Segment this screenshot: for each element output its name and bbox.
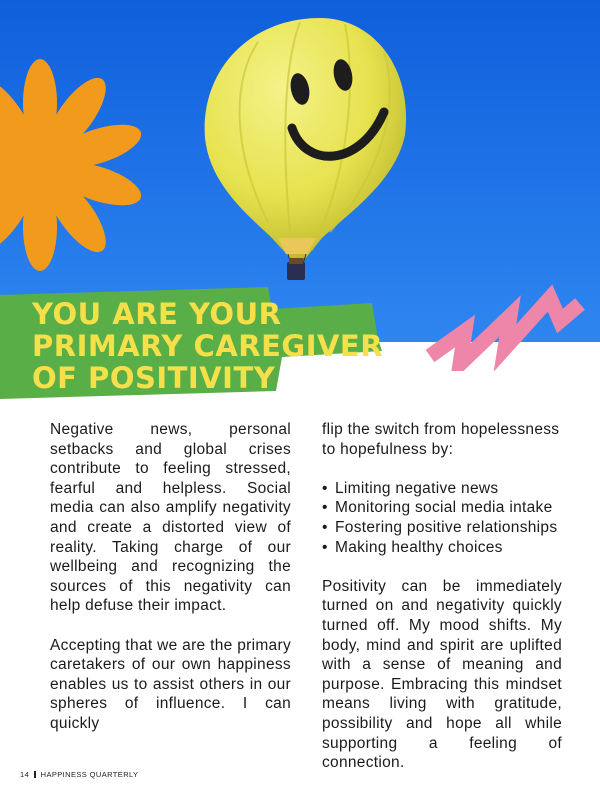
- page-title: [32, 298, 392, 394]
- right-text-column: [322, 420, 562, 792]
- list-item: • Making healthy choices: [322, 538, 562, 558]
- footer-divider: [34, 771, 36, 778]
- list-item: • Monitoring social media intake: [322, 498, 562, 518]
- title-line-1: YOU ARE YOUR: [32, 297, 282, 331]
- list-item: • Limiting negative news: [322, 479, 562, 499]
- left-text-column: [50, 420, 291, 753]
- list-item: • Fostering positive relationships: [322, 518, 562, 538]
- body-paragraph-2: Accepting that we are the primary caretakers of our own happiness enables us to assist others in our spheres of influence. I can quickly: [50, 636, 291, 732]
- pink-zigzag-icon: [420, 276, 590, 371]
- body-paragraph-3: flip the switch from hopelessness to hopefulness by:: [322, 421, 560, 458]
- title-line-3: OF POSITIVITY: [32, 361, 276, 395]
- balloon-basket: [287, 262, 305, 280]
- page-number: 14: [20, 770, 30, 779]
- body-paragraph-1: Negative news, personal setbacks and global crises contribute to feeling stressed, fearful and helpless. Social media can also amplify negativity and create a distorted view of reality. Taking charge of our wellbeing and recognizing the sources of this negativity can help defuse their impact.: [50, 421, 291, 615]
- publication-name: HAPPINESS QUARTERLY: [40, 770, 139, 779]
- bullet-list: [322, 479, 562, 557]
- title-line-2: PRIMARY CAREGIVER: [32, 329, 384, 363]
- body-paragraph-4: Positivity can be immediately turned on and negativity quickly turned off. My mood shifts. My body, mind and spirit are uplifted with a sense of meaning and purpose. Embracing this mindset means living with gratitude, possibility and hope all while supporting a feeling of connection.: [322, 577, 562, 772]
- page-footer: [20, 770, 138, 779]
